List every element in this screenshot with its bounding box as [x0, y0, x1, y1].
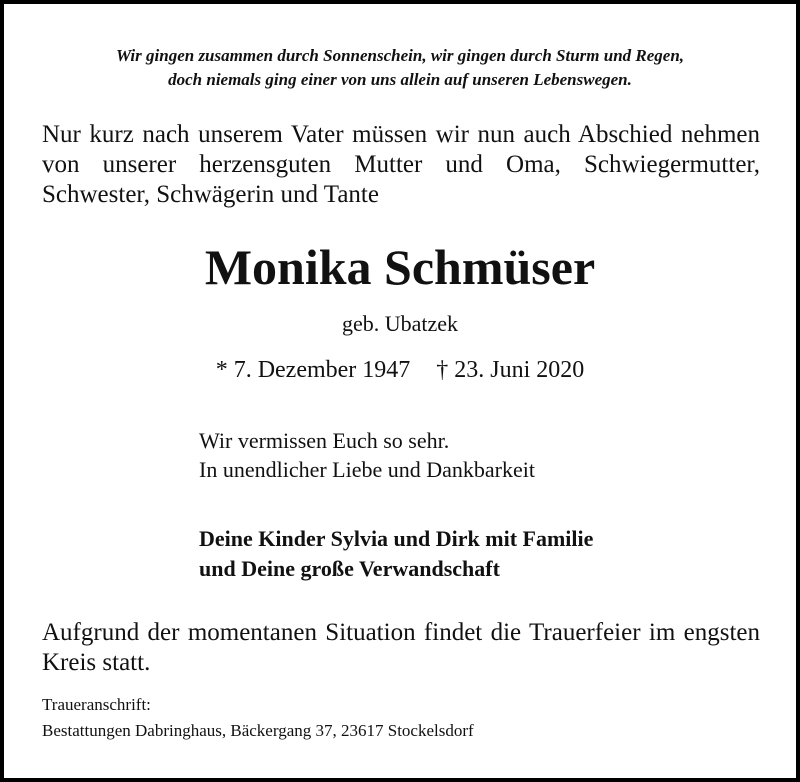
mourning-address — [42, 692, 474, 744]
farewell-message — [199, 426, 535, 484]
deceased-name: Monika Schmüser — [204, 239, 596, 295]
signatories — [199, 524, 593, 584]
address-label: Traueranschrift: — [42, 695, 151, 714]
maiden-name: geb. Ubatzek — [341, 311, 459, 336]
funeral-notice: Aufgrund der momentanen Situation findet die Trauerfeier im engsten Kreis statt. — [42, 619, 760, 676]
birth-date: * 7. Dezember 1947 — [215, 357, 411, 383]
intro-paragraph: Nur kurz nach unserem Vater müssen wir nun auch Abschied nehmen von unserer herzensguten Mutter und Oma, Schwiegermutter, Schwester, Schwägerin und Tante — [42, 121, 760, 208]
motto-line-1: Wir gingen zusammen durch Sonnenschein, wir gingen durch Sturm und Regen, — [115, 46, 685, 65]
motto-verse — [4, 44, 796, 92]
farewell-line-2: In unendlicher Liebe und Dankbarkeit — [199, 457, 535, 482]
signatories-line-2: und Deine große Verwandschaft — [199, 556, 500, 581]
address-value: Bestattungen Dabringhaus, Bäckergang 37, 23617 Stockelsdorf — [42, 721, 474, 740]
motto-line-2: doch niemals ging einer von uns allein auf unseren Lebenswegen. — [168, 70, 632, 89]
death-date: † 23. Juni 2020 — [436, 357, 585, 383]
farewell-line-1: Wir vermissen Euch so sehr. — [199, 428, 450, 453]
life-dates — [4, 354, 796, 386]
signatories-line-1: Deine Kinder Sylvia und Dirk mit Familie — [199, 526, 594, 551]
